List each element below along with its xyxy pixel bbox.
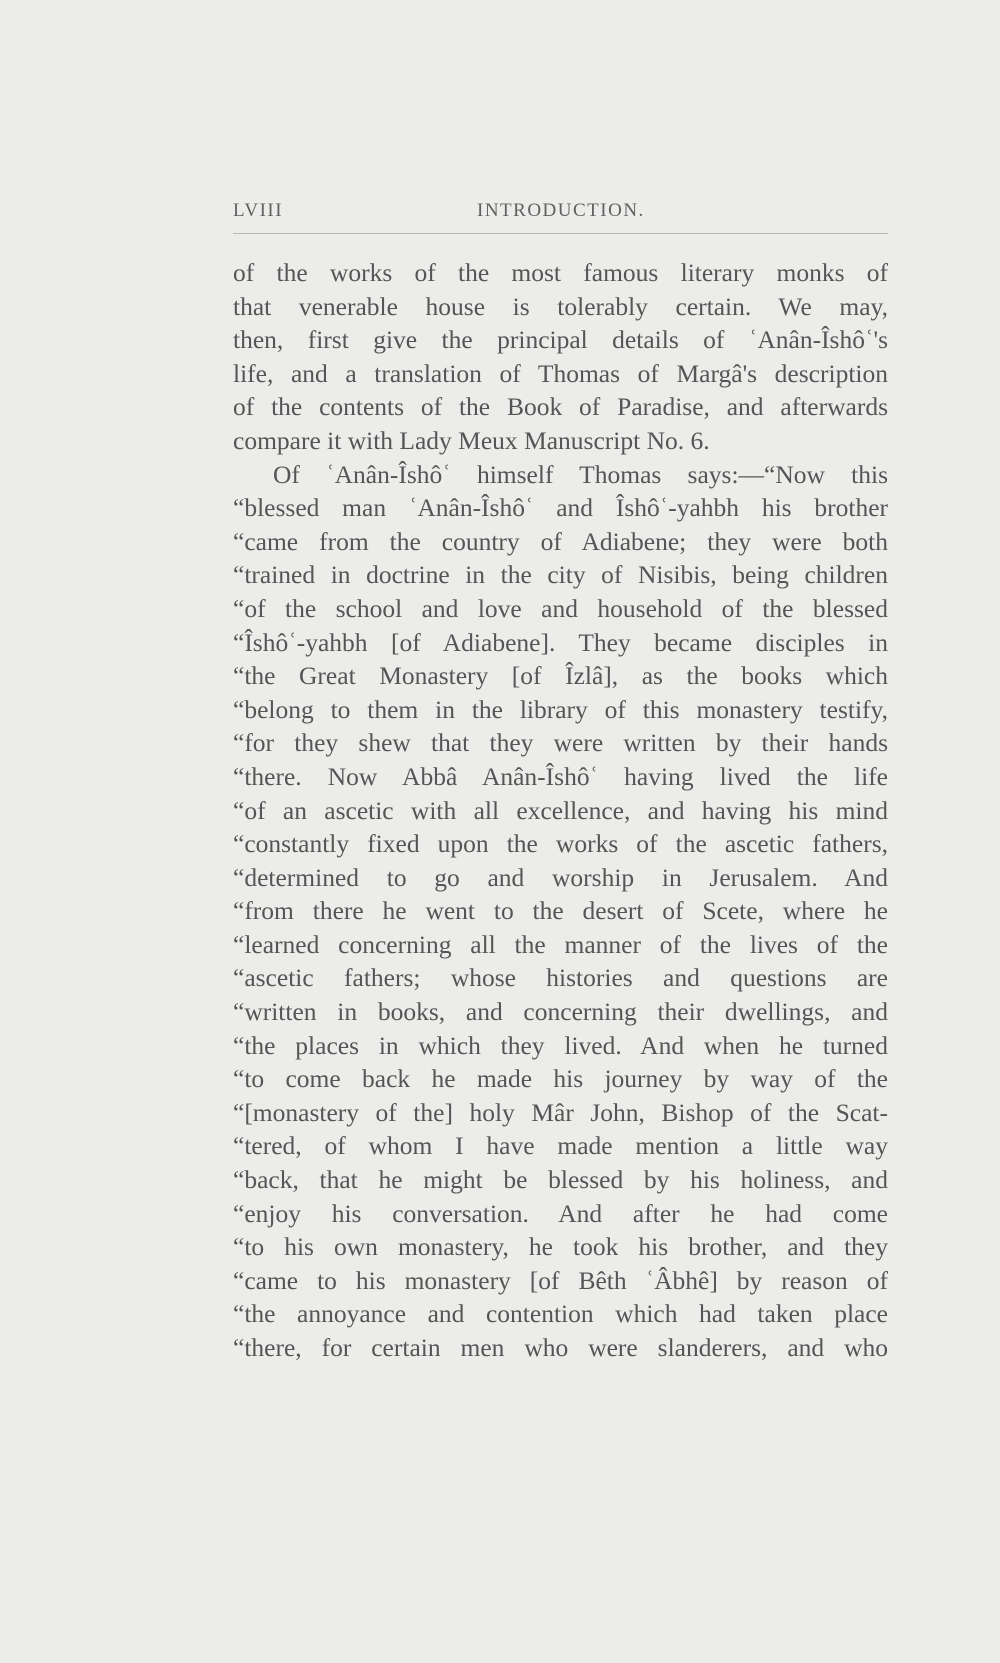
- header-rule: [233, 233, 888, 234]
- text-line: of the works of the most famous literary monks of: [233, 258, 888, 287]
- text-line: “to his own monastery, he took his brother, and they: [233, 1232, 888, 1262]
- text-line: “there, for certain men who were slanderers, and who: [233, 1333, 888, 1362]
- paragraph-start-line: Of ʿAnân-Îshôʿ himself Thomas says:—“Now this: [273, 459, 888, 489]
- text-line: compare it with Lady Meux Manuscript No. 6.: [233, 425, 710, 455]
- text-line: “blessed man ʿAnân-Îshôʿ and Îshôʿ-yahbh his brother: [233, 493, 888, 523]
- text-line: “[monastery of the] holy Mâr John, Bishop of the Scat-: [233, 1097, 888, 1127]
- text-line: “determined to go and worship in Jerusalem. And: [233, 862, 888, 892]
- text-line: “belong to them in the library of this monastery testify,: [233, 694, 888, 724]
- text-line: “of an ascetic with all excellence, and having his mind: [233, 795, 888, 825]
- text-line: “ascetic fathers; whose histories and questions are: [233, 963, 888, 993]
- text-line: “constantly fixed upon the works of the ascetic fathers,: [233, 829, 888, 859]
- text-line: “the Great Monastery [of Îzlâ], as the books which: [233, 661, 888, 691]
- text-line: “came from the country of Adiabene; they were both: [233, 526, 888, 556]
- running-head: INTRODUCTION.: [477, 200, 645, 221]
- text-line: “of the school and love and household of the blessed: [233, 593, 888, 623]
- text-line: then, first give the principal details of ʿAnân-Îshôʿ's: [233, 325, 888, 355]
- page-number: LVIII: [233, 200, 284, 221]
- text-line: “enjoy his conversation. And after he had come: [233, 1198, 888, 1228]
- text-line: “tered, of whom I have made mention a little way: [233, 1131, 888, 1161]
- text-line: “learned concerning all the manner of the lives of the: [233, 929, 888, 959]
- text-line: “written in books, and concerning their dwellings, and: [233, 997, 888, 1027]
- text-line: “trained in doctrine in the city of Nisibis, being children: [233, 560, 888, 590]
- text-line: “to come back he made his journey by way of the: [233, 1064, 888, 1094]
- page-header: [233, 200, 888, 228]
- text-line: “from there he went to the desert of Scete, where he: [233, 896, 888, 926]
- text-line: “came to his monastery [of Bêth ʿÂbhê] by reason of: [233, 1265, 888, 1295]
- text-line: “Îshôʿ-yahbh [of Adiabene]. They became disciples in: [233, 627, 888, 657]
- text-line: “back, that he might be blessed by his holiness, and: [233, 1165, 888, 1195]
- text-line: of the contents of the Book of Paradise, and afterwards: [233, 392, 888, 422]
- text-line: “there. Now Abbâ Anân-Îshôʿ having lived the life: [233, 761, 888, 791]
- text-line: “for they shew that they were written by their hands: [233, 728, 888, 758]
- text-line: “the places in which they lived. And when he turned: [233, 1030, 888, 1060]
- body-text: [233, 256, 888, 1365]
- text-line: that venerable house is tolerably certain. We may,: [233, 291, 888, 321]
- text-line: life, and a translation of Thomas of Margâ's description: [233, 358, 888, 388]
- text-line: “the annoyance and contention which had taken place: [233, 1299, 888, 1329]
